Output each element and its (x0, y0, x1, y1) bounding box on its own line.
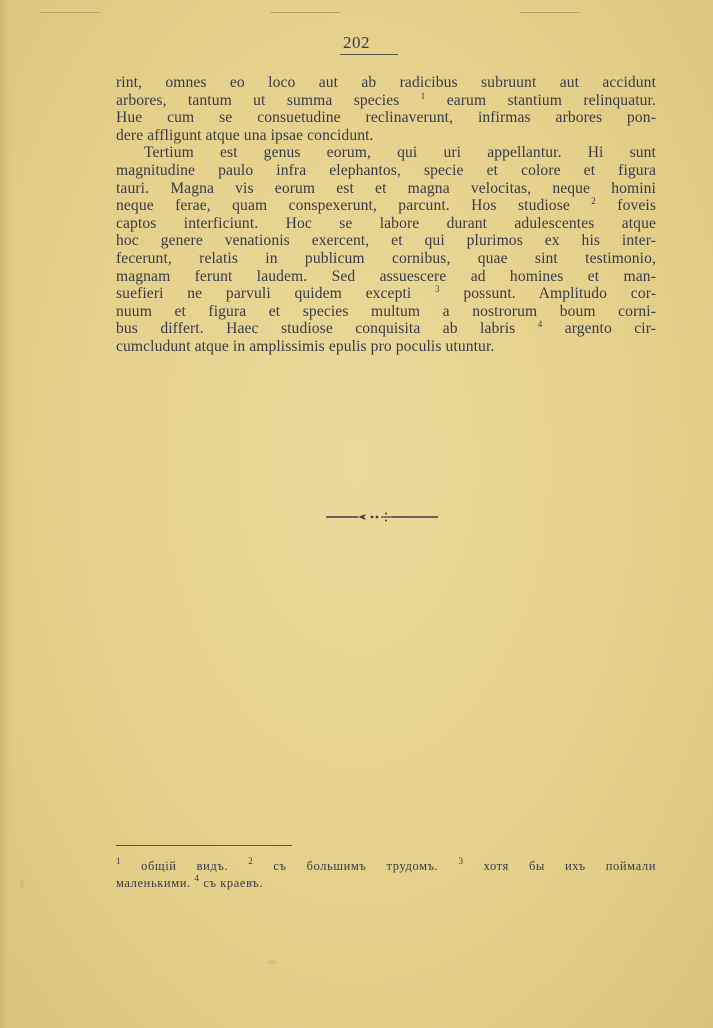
text-line (116, 127, 656, 145)
footnote-text: съ большимъ трудомъ. (253, 859, 459, 873)
text-line (116, 162, 656, 180)
text-line (116, 232, 656, 250)
text-segment: foveis (595, 197, 656, 215)
section-divider-ornament (326, 510, 438, 524)
text-segment: captos interficiunt. Hoc se labore durant adulescentes atque (116, 214, 656, 232)
text-segment: earum stantium relinquatur. (425, 91, 656, 109)
text-segment: bus differt. Haec studiose conquisita ab labris (116, 320, 538, 338)
text-line (116, 338, 656, 356)
paper-speck (20, 880, 24, 889)
top-edge-mark (520, 12, 580, 13)
text-segment: Hue cum se consuetudine reclinaverunt, infirmas arbores pon- (116, 109, 656, 127)
text-segment: neque ferae, quam conspexerunt, parcunt. Hos studiose (116, 197, 592, 215)
main-text (116, 74, 656, 356)
text-segment: argento cir- (542, 320, 656, 338)
footnote-reference: 1 (420, 90, 426, 101)
footnote-marker: 3 (458, 856, 464, 866)
footnote-text: хотя бы ихъ поймали (463, 859, 656, 873)
text-segment: dere affligunt atque una ipsae concidunt. (116, 126, 374, 144)
text-segment: rint, omnes eo loco aut ab radicibus subruunt aut accidunt (116, 74, 656, 91)
text-line (116, 180, 656, 198)
paper-speck (268, 960, 276, 964)
text-segment: tauri. Magna vis eorum est et magna velocitas, neque homini (116, 179, 656, 197)
page-number-underline (340, 54, 398, 55)
page-number: 202 (343, 33, 370, 52)
text-line (116, 320, 656, 338)
footnote-reference: 4 (537, 319, 543, 330)
text-line (116, 303, 656, 321)
footnote-text: съ краевъ. (199, 876, 264, 890)
footnotes (116, 858, 656, 892)
footnote-text: маленькими. (116, 876, 195, 890)
text-line (116, 74, 656, 92)
top-edge-mark (270, 12, 340, 13)
text-line (116, 109, 656, 127)
text-line (116, 92, 656, 110)
text-segment: possunt. Amplitudo cor- (439, 285, 656, 303)
footnote-line (116, 875, 656, 892)
text-segment: arbores, tantum ut summa species (116, 91, 421, 109)
text-segment: suefieri ne parvuli quidem excepti (116, 285, 436, 303)
footnote-text: общій видъ. (121, 859, 249, 873)
text-segment: cumcludunt atque in amplissimis epulis pro poculis utuntur. (116, 337, 495, 355)
text-line (116, 268, 656, 286)
text-line (116, 250, 656, 268)
text-segment: magnitudine paulo infra elephantos, specie et colore et figura (116, 161, 656, 179)
text-line (116, 144, 656, 162)
text-segment: Tertium est genus eorum, qui uri appellantur. Hi sunt (144, 144, 656, 162)
footnote-marker: 4 (194, 873, 200, 883)
text-line (116, 285, 656, 303)
text-segment: hoc genere venationis exercent, et qui plurimos ex his inter- (116, 232, 656, 250)
text-segment: fecerunt, relatis in publicum cornibus, quae sint testimonio, (116, 249, 656, 267)
text-line (116, 215, 656, 233)
footnote-reference: 2 (591, 196, 596, 207)
top-edge-mark (40, 12, 100, 13)
text-segment: nuum et figura et species multum a nostrorum boum corni- (116, 302, 656, 320)
page-edge-shadow (0, 0, 14, 1028)
footnote-separator (116, 845, 292, 846)
text-line (116, 197, 656, 215)
footnote-marker: 2 (248, 856, 254, 866)
text-segment: magnam ferunt laudem. Sed assuescere ad homines et man- (116, 267, 656, 285)
footnote-marker: 1 (116, 856, 122, 866)
footnote-reference: 3 (435, 284, 440, 295)
